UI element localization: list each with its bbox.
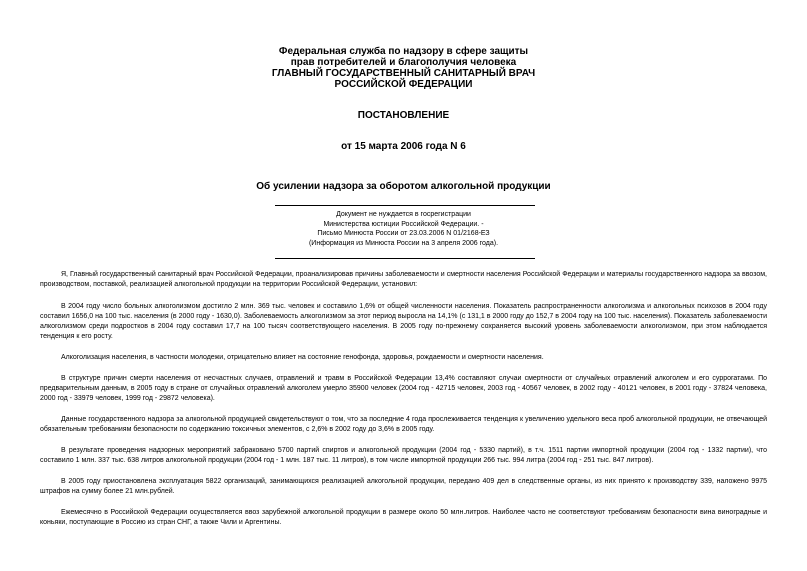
paragraph bbox=[40, 477, 767, 497]
paragraph bbox=[40, 270, 767, 290]
paragraph-text: В 2004 году число больных алкоголизмом достигло 2 млн. 369 тыс. человек и составило 1,6% от общей численности населения. Показатель распространенности алкоголизма и алкогольных психозов в 2004 году составил 1656,0 на 100 тыс. населения (в 2000 году - 1630,0). Заболеваемость алкоголизмом за этот период выросла на 14,1% (с 131,1 в 2000 году до 152,7 в 2004 году на 100 тыс. населения). Показатель заболеваемости алкоголизмом среди подростков в 2004 году составил 17,7 на 100 тысяч соответствующего населения. В 2005 году по-прежнему сохраняется высокий уровень заболеваемости алкоголизмом, при этом наблюдается тенденция к его росту. bbox=[40, 303, 767, 340]
authority-line: ГЛАВНЫЙ ГОСУДАРСТВЕННЫЙ САНИТАРНЫЙ ВРАЧ bbox=[271, 68, 536, 79]
note-line: (Информация из Минюста России на 3 апреля 2006 года). bbox=[308, 239, 499, 247]
paragraph bbox=[40, 374, 767, 404]
note-line: Письмо Минюста России от 23.03.2006 N 01/2168-ЕЗ bbox=[317, 230, 490, 237]
paragraph-text: В результате проведения надзорных мероприятий забраковано 5700 партий спиртов и алкогольной продукции (2004 год - 5330 партий), в т.ч. 1511 партии импортной продукции (2004 год - 1332 партии), что составило 1 млн. 337 тыс. 638 литров алкогольной продукции (2004 год - 1 млн. 187 тыс. 11 литров), в том числе импортной продукции 266 тыс. 994 литра (2004 год - 251 тыс. 847 литров). bbox=[40, 447, 767, 464]
authority-line: Федеральная служба по надзору в сфере защиты bbox=[278, 46, 529, 57]
document-date: от 15 марта 2006 года N 6 bbox=[341, 141, 466, 152]
authority-line: РОССИЙСКОЙ ФЕДЕРАЦИИ bbox=[334, 79, 473, 90]
authority-line: прав потребителей и благополучия человека bbox=[290, 57, 517, 68]
paragraph-text: Я, Главный государственный санитарный врач Российской Федерации, проанализировав причины заболеваемости и смертности населения Российской Федерации и материалы государственного надзора за ввозом, производством, поставкой, реализацией алкогольной продукции на территории Российской Федерации, установил: bbox=[40, 271, 767, 288]
paragraph-text: В структуре причин смерти населения от несчастных случаев, отравлений и травм в Российской Федерации 13,4% составляют случаи смертности от случайных отравлений алкоголем и его суррогатами. По предварительным данным, в 2005 году в стране от случайных отравлений алкоголем умерло 35900 человек (2004 год - 42715 человек, 2003 год - 40567 человек, в 2002 году - 40121 человек, в 2001 году - 37824 человека, 2000 год - 33979 человек, 1999 год - 29872 человека). bbox=[40, 375, 767, 402]
paragraph bbox=[40, 302, 767, 342]
document-title: Об усилении надзора за оборотом алкогольной продукции bbox=[256, 181, 551, 192]
note-line: Документ не нуждается в госрегистрации bbox=[336, 211, 471, 218]
issuing-authority bbox=[0, 46, 807, 90]
registration-note bbox=[0, 210, 807, 248]
document-type: ПОСТАНОВЛЕНИЕ bbox=[357, 110, 450, 121]
paragraph-text: В 2005 году приостановлена эксплуатация 5822 организаций, занимающихся реализацией алкогольной продукции, передано 409 дел в следственные органы, из них принято к производству 339, наложено 9975 штрафов на сумму более 21 млн.рублей. bbox=[40, 478, 767, 495]
paragraph-text: Ежемесячно в Российской Федерации осуществляется ввоз зарубежной алкогольной продукции в размере около 50 млн.литров. Наиболее часто не соответствуют требованиям безопасности вина виноградные и коньяки, поступающие в Россию из стран СНГ, а также Чили и Аргентины. bbox=[40, 509, 767, 526]
paragraph-text: Алкоголизация населения, в частности молодежи, отрицательно влияет на состояние генофонда, здоровья, рождаемости и смертности населения. bbox=[61, 354, 544, 361]
paragraph bbox=[40, 353, 767, 363]
paragraph-text: Данные государственного надзора за алкогольной продукцией свидетельствуют о том, что за последние 4 года прослеживается тенденция к увеличению удельного веса проб алкогольной продукции, не отвечающей обязательным требованиям безопасности по содержанию токсичных элементов, с 2,6% в 2002 году до 3,6% в 2005 году. bbox=[40, 416, 767, 433]
paragraph bbox=[40, 415, 767, 435]
divider-top bbox=[275, 205, 535, 206]
divider-bottom bbox=[275, 258, 535, 259]
paragraph bbox=[40, 508, 767, 528]
paragraph bbox=[40, 446, 767, 466]
note-line: Министерства юстиции Российской Федерации. - bbox=[323, 220, 484, 228]
